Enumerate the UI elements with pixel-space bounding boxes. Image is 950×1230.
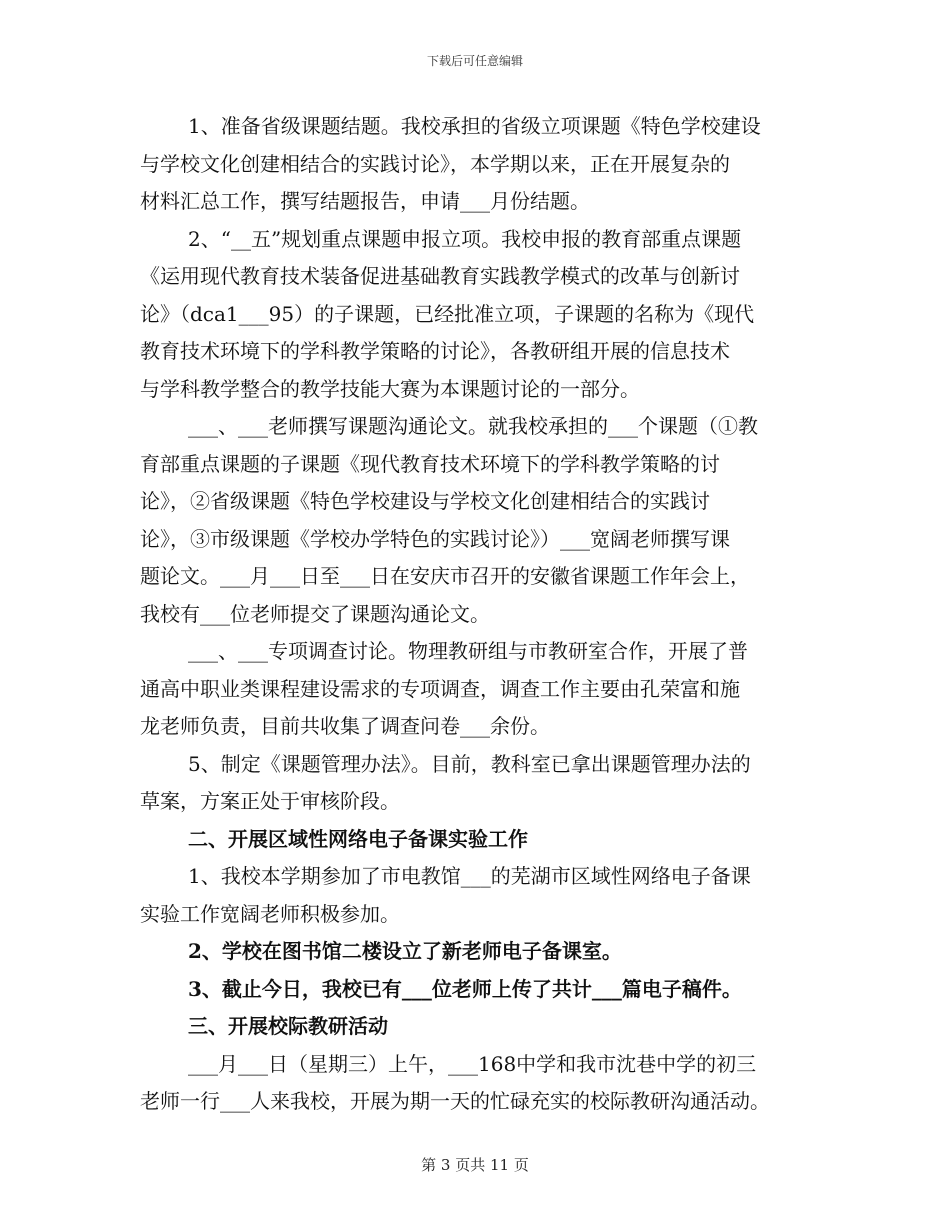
bold-text-line: 3、截止今日，我校已有___位老师上传了共计___篇电子稿件。 (188, 976, 742, 1001)
text-line: 草案，方案正处于审核阶段。 (140, 789, 400, 813)
page-header: 下载后可任意编辑 (426, 54, 523, 68)
section-heading: 三、开展校际教研活动 (188, 1014, 388, 1038)
text-line: 实验工作宽阔老师积极参加。 (140, 901, 400, 926)
text-line: 5、制定《课题管理办法》。目前，教科室已拿出课题管理办法的 (188, 751, 751, 776)
text-line: 论》，③市级课题《学校办学特色的实践讨论》）___宽阔老师撰写课 (140, 526, 730, 551)
text-line: 我校有___位老师提交了课题沟通论文。 (140, 601, 490, 626)
text-line: ___、___专项调查讨论。物理教研组与市教研室合作，开展了普 (188, 639, 748, 663)
page-footer: 第 3 页共 11 页 (421, 1156, 529, 1174)
section-heading: 二、开展区域性网络电子备课实验工作 (188, 826, 528, 851)
text-line: ___月___日（星期三）上午，___168中学和我市沈巷中学的初三 (188, 1051, 757, 1076)
text-line: 论》（dca1___95）的子课题，已经批准立项，子课题的名称为《现代 (140, 301, 755, 326)
text-line: 老师一行___人来我校，开展为期一天的忙碌充实的校际教研沟通活动。 (140, 1089, 770, 1113)
bold-text-line: 2、学校在图书馆二楼设立了新老师电子备课室。 (188, 939, 622, 963)
text-line: 题论文。___月___日至___日在安庆市召开的安徽省课题工作年会上， (140, 564, 750, 588)
text-line: 与学科教学整合的教学技能大赛为本课题讨论的一部分。 (140, 376, 640, 401)
text-line: 与学校文化创建相结合的实践讨论》，本学期以来，正在开展复杂的 (140, 151, 730, 176)
text-line: 通高中职业类课程建设需求的专项调查，调查工作主要由孔荣富和施 (140, 676, 740, 701)
text-line: 龙老师负责，目前共收集了调查问卷___余份。 (140, 714, 550, 738)
text-line: 教育技术环境下的学科教学策略的讨论》，各教研组开展的信息技术 (140, 339, 730, 363)
text-line: 材料汇总工作，撰写结题报告，申请___月份结题。 (140, 189, 590, 213)
text-line: 1、准备省级课题结题。我校承担的省级立项课题《特色学校建设 (188, 114, 761, 138)
text-line: ___、___老师撰写课题沟通论文。就我校承担的___个课题（①教 (188, 414, 758, 438)
text-line: 论》，②省级课题《特色学校建设与学校文化创建相结合的实践讨 (140, 489, 710, 513)
text-line: 2、“__五”规划重点课题申报立项。我校申报的教育部重点课题 (188, 226, 742, 251)
text-line: 《运用现代教育技术装备促进基础教育实践教学模式的改革与创新讨 (140, 264, 740, 288)
text-line: 1、我校本学期参加了市电教馆___的芜湖市区域性网络电子备课 (188, 864, 751, 888)
document-body (140, 108, 820, 1121)
text-line: 育部重点课题的子课题《现代教育技术环境下的学科教学策略的讨 (140, 451, 720, 476)
